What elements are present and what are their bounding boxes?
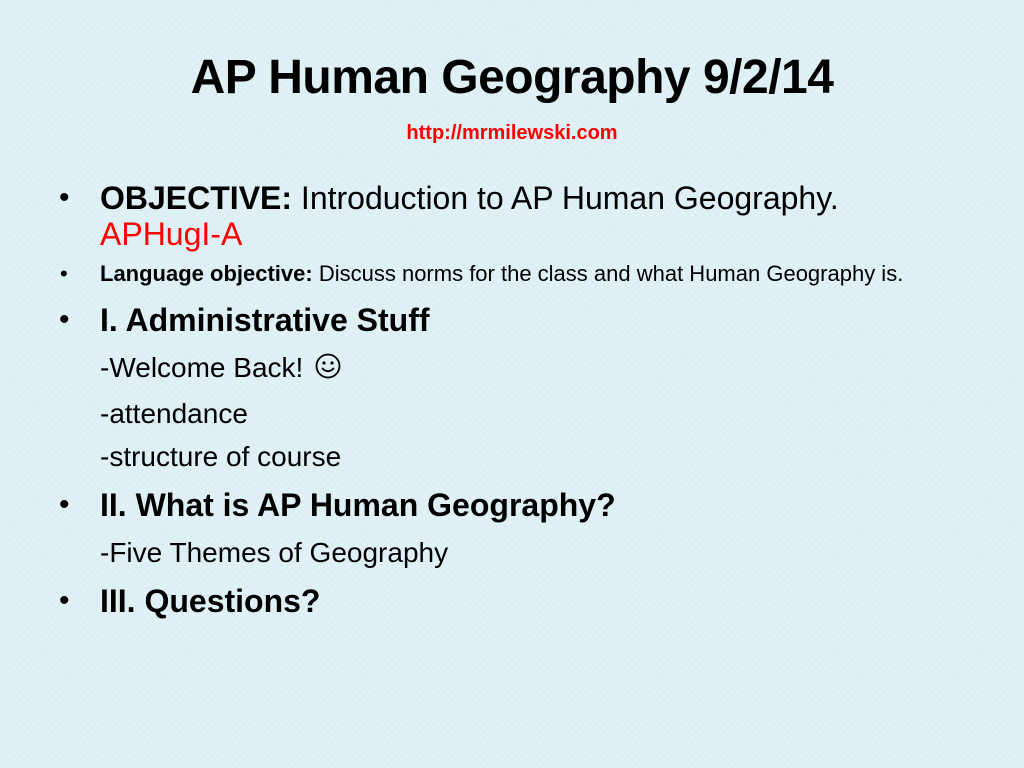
section-2-item bbox=[55, 537, 955, 569]
smiley-face-icon bbox=[315, 353, 341, 379]
bullet-icon: • bbox=[60, 261, 68, 286]
slide-body bbox=[55, 180, 955, 619]
objective-label: OBJECTIVE: bbox=[100, 180, 293, 216]
structure-text: -structure of course bbox=[100, 441, 342, 472]
section-2-heading: II. What is AP Human Geography? bbox=[100, 487, 616, 523]
section-3-bullet bbox=[55, 583, 955, 619]
slide-title: AP Human Geography 9/2/14 bbox=[190, 51, 834, 104]
bullet-icon: • bbox=[59, 488, 70, 521]
objective-bullet bbox=[55, 180, 955, 252]
section-2-bullet bbox=[55, 487, 955, 523]
bullet-icon: • bbox=[59, 584, 70, 617]
section-3-heading: III. Questions? bbox=[100, 583, 321, 619]
section-1-bullet bbox=[55, 302, 955, 338]
language-objective-bullet bbox=[55, 260, 955, 288]
section-1-heading: I. Administrative Stuff bbox=[100, 302, 430, 338]
section-1-item bbox=[55, 398, 955, 430]
objective-code: APHugI-A bbox=[100, 216, 243, 252]
welcome-text: -Welcome Back! bbox=[100, 352, 312, 383]
objective-text: Introduction to AP Human Geography. bbox=[292, 180, 839, 216]
section-1-item bbox=[55, 352, 955, 384]
section-1-item bbox=[55, 441, 955, 473]
five-themes-text: -Five Themes of Geography bbox=[100, 537, 449, 568]
language-objective-text: Discuss norms for the class and what Human Geography is. bbox=[312, 261, 904, 286]
attendance-text: -attendance bbox=[100, 398, 248, 429]
bullet-icon: • bbox=[59, 181, 70, 214]
slide-url[interactable]: http://mrmilewski.com bbox=[406, 122, 618, 144]
bullet-icon: • bbox=[59, 303, 70, 336]
language-objective-label: Language objective: bbox=[100, 261, 313, 286]
